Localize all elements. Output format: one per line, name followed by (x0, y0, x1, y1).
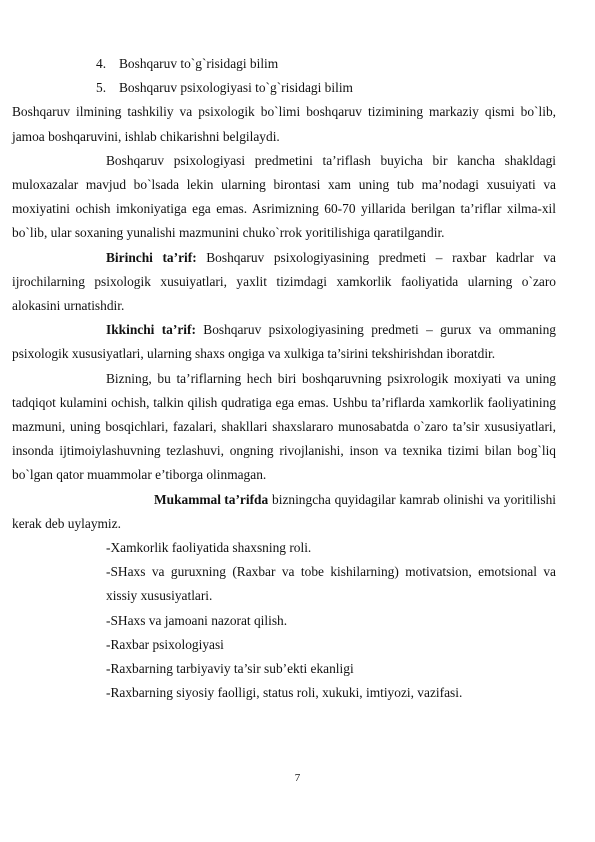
definition-1-text: Boshqaruv psixologiyasining predmeti – raxbar kadrlar va ijrochilarning psixologik xusuiyatlari, yaxlit tizimdagi xamkorlik faoliyatida ularning o`zaro alokasini urnatishdir. (12, 249, 556, 314)
definition-2-label: Ikkinchi ta’rif: (106, 322, 196, 338)
definition-2-text: Boshqaruv psixologiyasining predmeti – gurux va ommaning psixologik xususiyatlari, ularning shaxs ongiga va xulkiga ta’sirini tekshirishdan iboratdir. (12, 322, 556, 362)
list-item: -Xamkorlik faoliyatida shaxsning roli. (106, 540, 312, 556)
list-text: Boshqaruv to`g`risidagi bilim (119, 56, 279, 71)
numbered-list (96, 52, 556, 100)
bullet-list (106, 536, 556, 705)
page-number: 7 (294, 772, 301, 784)
paragraph-subject-text: Boshqaruv psixologiyasi predmetini ta’riflash buyicha bir kancha shakldagi muloxazalar mavjud bo`lsada lekin ularning birontasi xam uning tub ma’nodagi xusuiyati va moxiyatini ochish imkoniyatiga ega emas. Asrimizning 60-70 yillarida berilgan ta’riflar xilma-xil bo`lib, ular soxaning yunalishi mazmunini chuko`rrok yoritilishiga qaratilgandir. (12, 152, 556, 241)
paragraph-critique (12, 367, 556, 488)
definition-3-label: Mukammal ta’rifda (154, 491, 269, 507)
list-item: -SHaxs va guruxning (Raxbar va tobe kishilarning) motivatsion, emotsional va xissiy xususiyatlari. (106, 564, 556, 604)
list-item: -Raxbarning tarbiyaviy ta’sir sub’ekti ekanligi (106, 661, 354, 677)
list-item (96, 52, 556, 76)
paragraph-definition-2 (12, 318, 556, 366)
paragraph-definition-1 (12, 246, 556, 319)
definition-3-text: bizningcha quyidagilar kamrab olinishi va yoritilishi kerak deb uylaymiz. (12, 491, 556, 531)
list-item: -Raxbar psixologiyasi (106, 636, 224, 652)
definition-1-label: Birinchi ta’rif: (106, 249, 197, 265)
list-item: -SHaxs va jamoani nazorat qilish. (106, 612, 288, 628)
list-text: Boshqaruv psixologiyasi to`g`risidagi bilim (119, 80, 353, 96)
list-item (96, 76, 556, 100)
paragraph-critique-text: Bizning, bu ta’riflarning hech biri boshqaruvning psixrologik moxiyati va uning tadqiqot kulamini ochish, talkin qilish qudratiga ega emas. Ushbu ta’riflarda xamkorlik faoliyatining mazmuni, uning bosqichlari, fazalari, shakllari shaxslararo munosabatda o`zaro ta’sir xususiyatlari, insonda ijtimoiylashuvning tezlashuvi, ongning rivojlanishi, inson va texnika tizimi bilan bog`liq bo`lgan qator muammolar e’tiborga olinmagan. (12, 370, 556, 483)
list-number: 5. (96, 80, 107, 96)
paragraph-subject (12, 149, 556, 246)
list-number: 4. (96, 56, 107, 71)
list-item: -Raxbarning siyosiy faolligi, status roli, xukuki, imtiyozi, vazifasi. (106, 685, 463, 701)
page-body (12, 52, 556, 705)
paragraph-definition-3 (12, 488, 556, 536)
paragraph-intro: Boshqaruv ilmining tashkiliy va psixologik bo`limi boshqaruv tizimining markaziy qismi bo`lib, jamoa boshqaruvini, ishlab chikarishni belgilaydi. (12, 104, 556, 144)
